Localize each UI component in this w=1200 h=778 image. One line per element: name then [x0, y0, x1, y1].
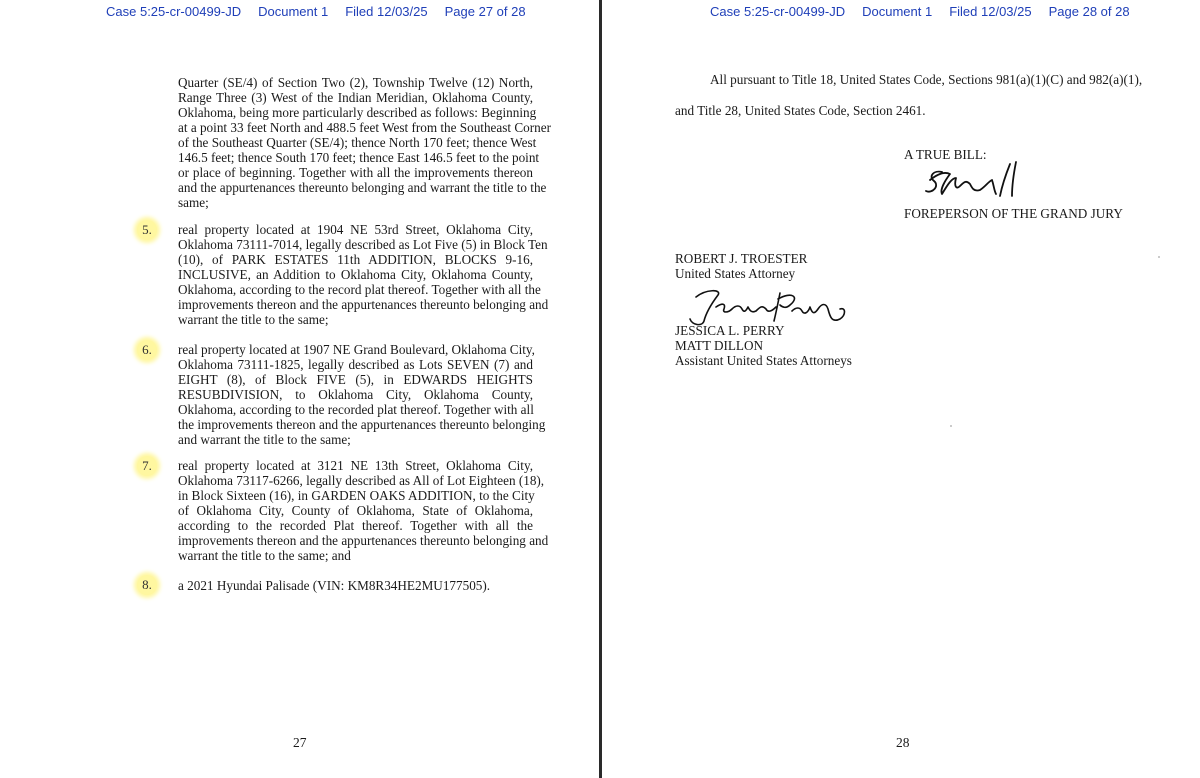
asst-attorney-2: MATT DILLON: [675, 338, 764, 353]
page-number: 27: [293, 735, 307, 750]
asst-attorney-title: Assistant United States Attorneys: [675, 353, 852, 368]
item-8-description: a 2021 Hyundai Palisade (VIN: KM8R34HE2MU177505).: [178, 578, 491, 593]
item-6-description: real property located at 1907 NE Grand Boulevard, Oklahoma City, Oklahoma 73111-1825, legally described as Lots SEVEN (7) and EIGHT (8), of Block FIVE (5), in EDWARDS HEIGHTS RESUBDIVISION, to Oklahoma City, Oklahoma County, Oklahoma, according to the recorded plat thereof. Together with all the improvements thereon and the appurtenances thereunto belonging and warrant the title to the same;: [178, 342, 546, 447]
foreperson-label: FOREPERSON OF THE GRAND JURY: [904, 206, 1123, 221]
filed-date: Filed 12/03/25: [949, 4, 1032, 19]
item-7-description: real property located at 3121 NE 13th Street, Oklahoma City, Oklahoma 73117-6266, legally described as All of Lot Eighteen (18), in Block Sixteen (16), in GARDEN OAKS ADDITION, to the City of Oklahoma City, County of Oklahoma, State of Oklahoma, according to the recorded Plat thereof. Together with all the improvements thereon and the appurtenances thereunto belonging and warrant the title to the same; and: [178, 458, 549, 563]
item-number-7: 7.: [137, 456, 157, 476]
scan-speck: [1158, 256, 1160, 258]
page-number: 28: [896, 735, 910, 750]
page-header: [106, 4, 526, 19]
pursuant-line-1: All pursuant to Title 18, United States Code, Sections 981(a)(1)(C) and 982(a)(1),: [710, 72, 1143, 87]
document-number: Document 1: [862, 4, 933, 19]
asst-attorney-1: JESSICA L. PERRY: [675, 323, 785, 338]
page-count: Page 28 of 28: [1048, 4, 1130, 19]
item-number-5: 5.: [137, 220, 157, 240]
us-attorney-title: United States Attorney: [675, 266, 796, 281]
item-number-8: 8.: [137, 575, 157, 595]
continued-legal-description: Quarter (SE/4) of Section Two (2), Township Twelve (12) North, Range Three (3) West of the Indian Meridian, Oklahoma County, Oklahoma, being more particularly described as follows: Beginning at a point 33 feet North and 488.5 feet West from the Southeast Corner of the Southeast Quarter (SE/4); thence North 170 feet; thence West 146.5 feet; thence South 170 feet; thence East 146.5 feet to the point or place of beginning. Together with all the improvements thereon and the appurtenances thereunto belonging and warrant the title to the same;: [178, 75, 551, 210]
item-5-description: real property located at 1904 NE 53rd Street, Oklahoma City, Oklahoma 73111-7014, legally described as Lot Five (5) in Block Ten (10), of PARK ESTATES 11th ADDITION, BLOCKS 9-16, INCLUSIVE, an Addition to Oklahoma City, Oklahoma County, Oklahoma, according to the record plat thereof. Together with all the improvements thereon and the appurtenances thereunto belonging and warrant the title to the same;: [178, 222, 549, 327]
page-count: Page 27 of 28: [444, 4, 526, 19]
pursuant-line-2: and Title 28, United States Code, Section 2461.: [675, 103, 926, 118]
true-bill-label: A TRUE BILL:: [904, 147, 987, 162]
document-number: Document 1: [258, 4, 329, 19]
filed-date: Filed 12/03/25: [345, 4, 428, 19]
document-page-28: [602, 0, 1200, 778]
scan-speck: [950, 425, 952, 427]
item-number-6: 6.: [137, 340, 157, 360]
page-header: [710, 4, 1130, 19]
case-number: Case 5:25-cr-00499-JD: [106, 4, 242, 19]
case-number: Case 5:25-cr-00499-JD: [710, 4, 846, 19]
foreperson-signature: [920, 160, 1030, 202]
us-attorney-name: ROBERT J. TROESTER: [675, 251, 808, 266]
